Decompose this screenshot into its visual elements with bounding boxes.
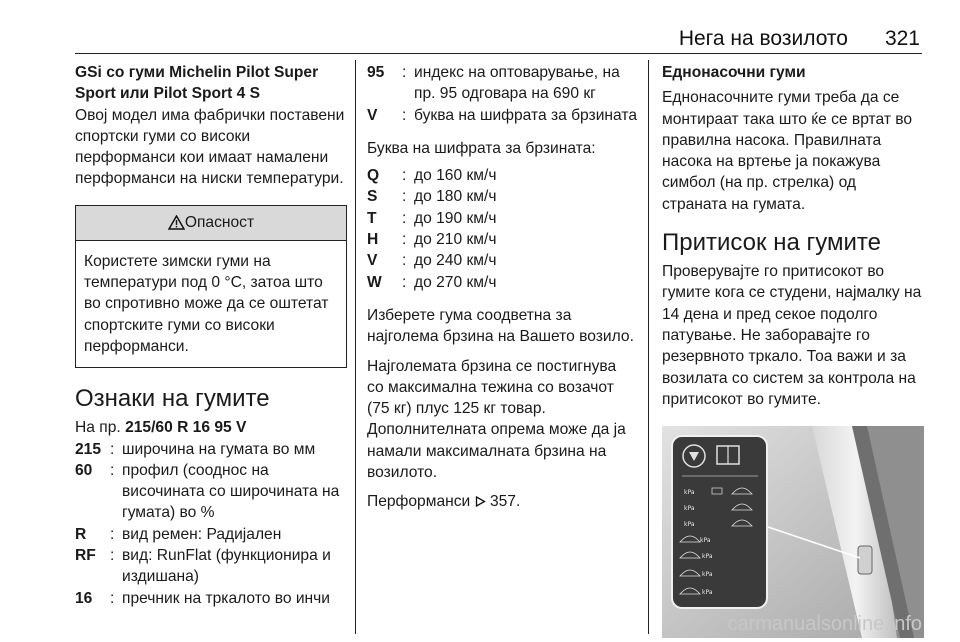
column-3 — [662, 62, 924, 638]
speed-limit: до 160 км/ч — [414, 167, 497, 185]
gsi-text: Овој модел има фабрички поставени спортски гуми со високи перформанси кои имаат намалени перформанси на ниски температури. — [75, 106, 345, 188]
page-reference-arrow-icon — [475, 496, 486, 507]
label-pressure-unit: kPa — [684, 489, 695, 497]
watermark: carmanualsonline.info — [727, 613, 922, 635]
definition-row: 95 : индекс на оптоварување, на пр. 95 одговара на 690 кг — [367, 62, 637, 105]
danger-box-header — [76, 206, 346, 241]
speed-limit: до 210 км/ч — [414, 231, 497, 249]
label-pressure-unit: kPa — [684, 505, 695, 513]
danger-title: Опасност — [184, 214, 255, 232]
max-speed-paragraph: Најголемата брзина се постигнува со максимална тежина со возачот (75 кг) плус 125 кг товар. Дополнителната опрема може да ја намали максималната брзина на возилото. — [367, 357, 626, 482]
example-prefix: На пр. — [75, 419, 121, 437]
definition-value: вид ремен: Радијален — [122, 525, 282, 543]
danger-box — [75, 205, 347, 368]
speed-code: S — [367, 188, 378, 206]
speed-row: S : до 180 км/ч — [367, 186, 637, 207]
directional-tyres-heading: Еднонасочни гуми — [662, 64, 806, 81]
example-value: 215/60 R 16 95 V — [125, 419, 247, 437]
definition-value: пречник на тркалото во инчи — [122, 589, 330, 607]
performance-page-ref[interactable]: 357. — [489, 493, 521, 511]
definition-row: 215 : широчина на гумата во мм — [75, 439, 347, 460]
speed-row: W : до 270 км/ч — [367, 272, 637, 293]
tire-choice-paragraph: Изберете гума соодветна за најголема брзина на Вашето возило. — [367, 306, 634, 346]
speed-row: T : до 190 км/ч — [367, 208, 637, 229]
tyre-pressure-title: Притисок на гумите — [662, 229, 881, 257]
tyre-pressure-text: Проверувајте го притисокот во гумите кога се студени, најмалку на 14 дена и пред секое подолго патување. Не заборавајте го резервното тркало. Тоа важи и за возилата со систем за контрола на притисокот во гумите. — [662, 263, 922, 408]
running-header-title: Нега на возилото — [678, 27, 848, 50]
label-pressure-unit: kPa — [702, 571, 713, 579]
speed-code: H — [367, 231, 379, 249]
label-pressure-unit: kPa — [702, 553, 713, 561]
header-rule — [75, 53, 922, 54]
definition-value: буква на шифрата за брзината — [414, 106, 637, 124]
definition-value: индекс на оптоварување, на пр. 95 одговара на 690 кг — [414, 64, 620, 103]
speed-code: Q — [367, 167, 380, 185]
marking-definitions — [75, 439, 347, 609]
definition-key: 60 — [75, 461, 93, 479]
speed-row: V : до 240 км/ч — [367, 250, 637, 271]
speed-intro: Буква на шифрата за брзината: — [367, 139, 596, 157]
speed-row: Q : до 160 км/ч — [367, 165, 637, 186]
label-pressure-unit: kPa — [684, 521, 695, 529]
tyre-pressure-label-photo — [662, 426, 924, 638]
example-line — [75, 417, 347, 438]
tire-markings-title: Ознаки на гумите — [75, 385, 270, 413]
performance-reference — [367, 491, 637, 512]
definition-row: RF : вид: RunFlat (функционира и издишана) — [75, 545, 347, 588]
definition-value: широчина на гумата во мм — [122, 440, 316, 458]
speed-limit: до 270 км/ч — [414, 273, 497, 291]
definition-key: 95 — [367, 64, 385, 81]
definition-value: вид: RunFlat (функционира и издишана) — [122, 547, 331, 586]
speed-code-list — [367, 165, 637, 293]
speed-code: W — [367, 273, 382, 291]
definition-row: R : вид ремен: Радијален — [75, 524, 347, 545]
column-2 — [367, 62, 637, 513]
performance-label: Перформанси — [367, 493, 471, 511]
column-divider-2 — [648, 60, 649, 634]
label-pressure-unit: kPa — [700, 537, 711, 545]
definition-key: R — [75, 525, 87, 543]
directional-tyres-text: Еднонасочните гуми треба да се монтираат така што ќе се вртат во правилна насока. Правилната насока на вртење ја покажува симбол (на пр. стрелка) од страната на гумата. — [662, 89, 913, 213]
column-divider-1 — [355, 60, 356, 634]
definition-key: RF — [75, 547, 96, 565]
door-pillar-illustration — [662, 426, 924, 638]
speed-code: V — [367, 252, 378, 270]
speed-limit: до 190 км/ч — [414, 209, 497, 227]
definition-key: V — [367, 106, 378, 124]
definition-row: 60 : профил (сооднос на височината со широчината на гумата) во % — [75, 460, 347, 524]
definition-key: 215 — [75, 440, 102, 458]
column-1 — [75, 62, 347, 609]
speed-code: T — [367, 209, 377, 227]
gsi-heading: GSi со гуми Michelin Pilot Super Sport или Pilot Sport 4 S — [75, 64, 319, 103]
label-pressure-unit: kPa — [702, 589, 713, 597]
speed-limit: до 240 км/ч — [414, 252, 497, 270]
warning-triangle-icon — [168, 215, 185, 230]
speed-row: H : до 210 км/ч — [367, 229, 637, 250]
definition-value: профил (сооднос на височината со широчината на гумата) во % — [122, 461, 340, 522]
definition-row: V : буква на шифрата за брзината — [367, 105, 637, 126]
speed-limit: до 180 км/ч — [414, 188, 497, 206]
definition-row: 16 : пречник на тркалото во инчи — [75, 588, 347, 609]
page-number: 321 — [884, 27, 920, 50]
definition-key: 16 — [75, 589, 93, 607]
danger-body: Користете зимски гуми на температури под 0 °C, затоа што во спротивно може да се оштетат спортските гуми со високи перформанси. — [84, 252, 329, 355]
